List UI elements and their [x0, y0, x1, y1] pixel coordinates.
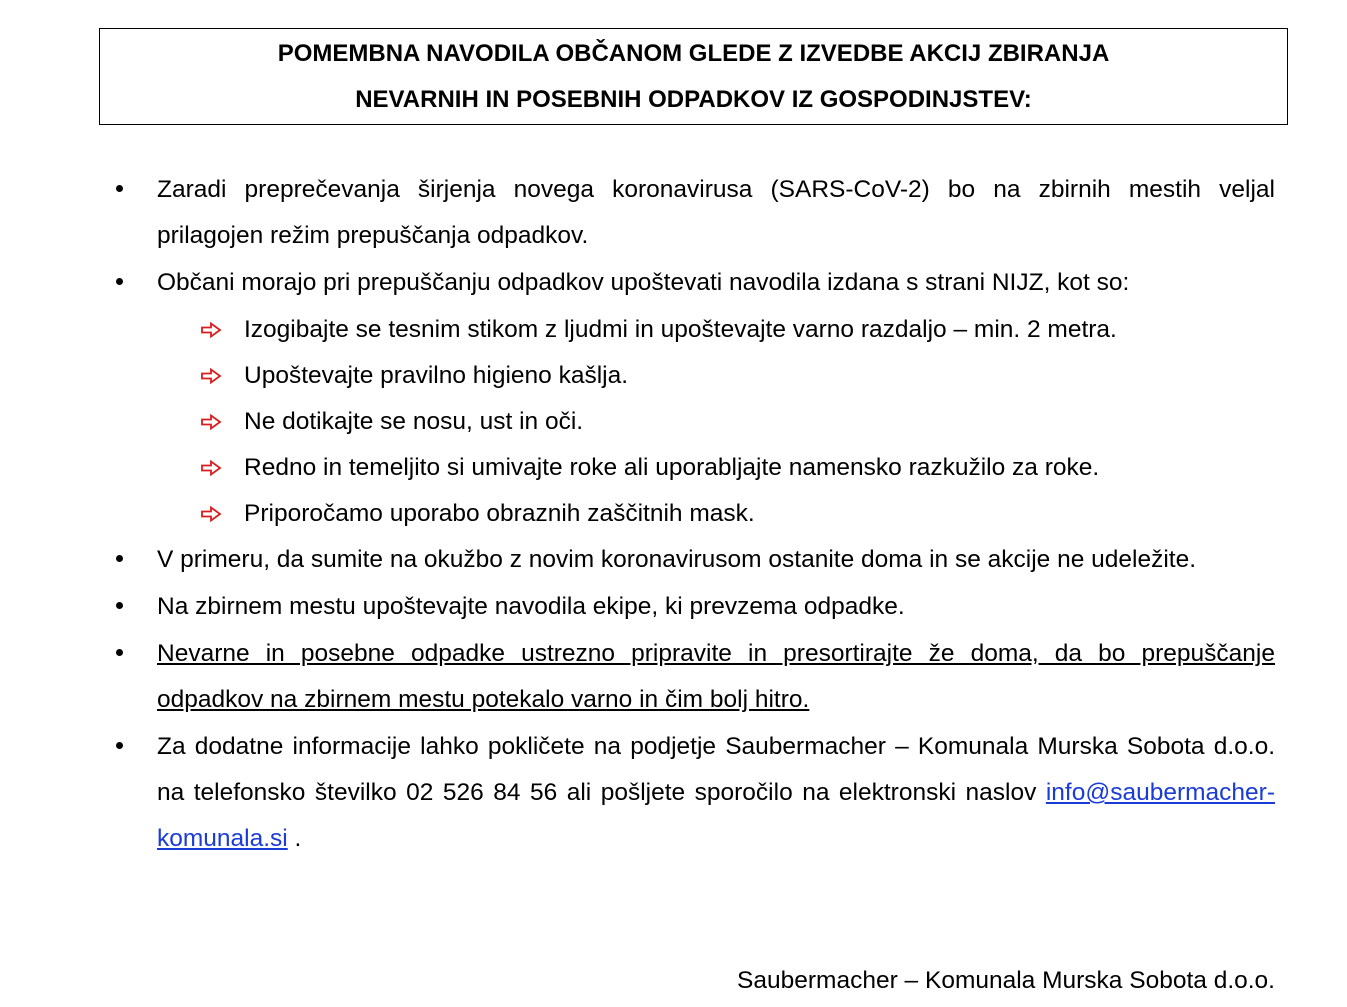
- right-arrow-icon: [200, 307, 224, 353]
- bullet-dot-icon: [112, 584, 126, 630]
- sub-list-item-text: Priporočamo uporabo obraznih zaščitnih mask.: [244, 500, 755, 527]
- list-item-text: V primeru, da sumite na okužbo z novim koronavirusom ostanite doma in se akcije ne udeležite.: [157, 546, 1197, 573]
- list-item: [112, 260, 1275, 306]
- title-line-1: POMEMBNA NAVODILA OBČANOM GLEDE Z IZVEDBE AKCIJ ZBIRANJA: [277, 40, 1110, 67]
- sub-list-item: [112, 353, 1275, 399]
- sub-list-item-text: Izogibajte se tesnim stikom z ljudmi in upoštevajte varno razdaljo – min. 2 metra.: [244, 316, 1117, 343]
- bullet-dot-icon: [112, 537, 126, 583]
- sub-list-item-text: Redno in temeljito si umivajte roke ali uporabljajte namensko razkužilo za roke.: [244, 454, 1100, 481]
- list-item: [112, 584, 1275, 630]
- list-item-text: Na zbirnem mestu upoštevajte navodila ekipe, ki prevzema odpadke.: [157, 593, 905, 620]
- bullet-dot-icon: [112, 167, 126, 213]
- bullet-dot-icon: [112, 631, 126, 677]
- sub-list-item-text: Upoštevajte pravilno higieno kašlja.: [244, 362, 629, 389]
- title-box: [99, 28, 1288, 125]
- list-item-text: Občani morajo pri prepuščanju odpadkov upoštevati navodila izdana s strani NIJZ, kot so:: [157, 269, 1130, 296]
- email-link[interactable]: info@saubermacher-komunala.si: [157, 779, 1275, 852]
- bullet-dot-icon: [112, 724, 126, 770]
- list-item-text: Za dodatne informacije lahko pokličete na podjetje Saubermacher – Komunala Murska Sobota d.o.o. na telefonsko številko 02 526 84 56 ali pošljete sporočilo na elektronski naslov: [157, 733, 1275, 806]
- list-item-text: Zaradi preprečevanja širjenja novega koronavirusa (SARS-CoV-2) bo na zbirnih mestih veljal prilagojen režim prepuščanja odpadkov.: [157, 176, 1275, 249]
- right-arrow-icon: [200, 445, 224, 491]
- list-item: [112, 724, 1275, 862]
- right-arrow-icon: [200, 353, 224, 399]
- company-signature: Saubermacher – Komunala Murska Sobota d.o.o.: [737, 967, 1275, 994]
- sub-list-item: [112, 307, 1275, 353]
- right-arrow-icon: [200, 399, 224, 445]
- list-item: [112, 631, 1275, 723]
- list-item: [112, 167, 1275, 259]
- sub-list-item: [112, 491, 1275, 537]
- list-item: [112, 537, 1275, 583]
- title-line-2: NEVARNIH IN POSEBNIH ODPADKOV IZ GOSPODINJSTEV:: [355, 86, 1032, 113]
- nijz-guidelines-sublist: [112, 307, 1275, 537]
- list-item-text-underlined: Nevarne in posebne odpadke ustrezno pripravite in presortirajte že doma, da bo prepuščanje odpadkov na zbirnem mestu potekalo varno in čim bolj hitro.: [157, 640, 1275, 713]
- right-arrow-icon: [200, 491, 224, 537]
- sub-list-item: [112, 445, 1275, 491]
- list-item-end: .: [287, 825, 302, 852]
- instructions-list: [112, 167, 1275, 863]
- sub-list-item: [112, 399, 1275, 445]
- sub-list-item-text: Ne dotikajte se nosu, ust in oči.: [244, 408, 584, 435]
- bullet-dot-icon: [112, 260, 126, 306]
